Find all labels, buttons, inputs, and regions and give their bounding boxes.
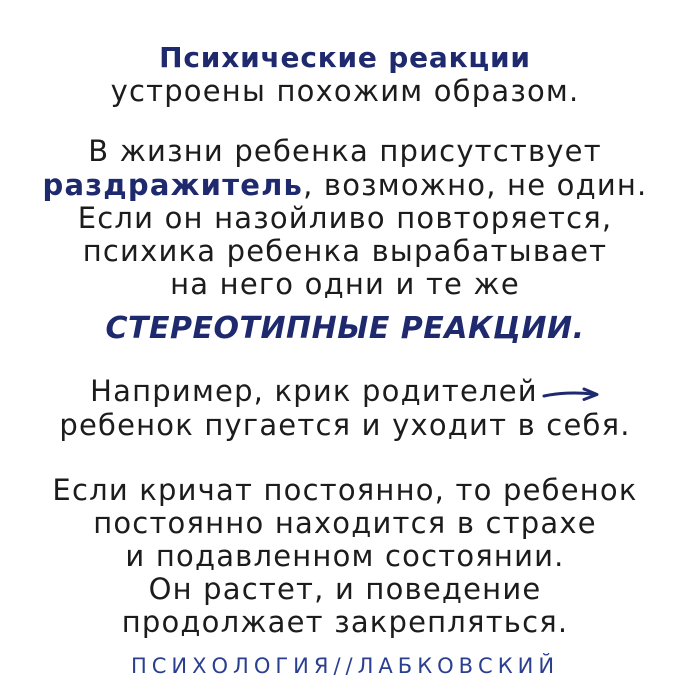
paragraph-line: Если он назойливо повторяется,	[77, 201, 613, 235]
paragraph-line: Если кричат постоянно, то ребенок	[52, 473, 638, 507]
paragraph-line: продолжает закрепляться.	[121, 605, 569, 639]
paragraph-text: , возможно, не один.	[303, 168, 648, 202]
paragraph-line: на него одни и те же	[170, 267, 520, 301]
arrow-right-icon	[542, 376, 600, 410]
paragraph-line: В жизни ребенка присутствует	[88, 134, 602, 168]
paragraph-line: и подавленном состоянии.	[125, 539, 565, 573]
paragraph-line: Он растет, и поведение	[148, 572, 542, 606]
heading-text: Психические реакции	[159, 41, 531, 74]
example-line	[0, 374, 690, 410]
emphasis-line	[0, 311, 690, 346]
example-text: Например, крик родителей	[90, 374, 538, 408]
paragraph-line: постоянно находится в страхе	[93, 506, 597, 540]
brand-footer: ПСИХОЛОГИЯ//ЛАБКОВСКИЙ	[130, 654, 560, 678]
heading	[0, 40, 690, 75]
paragraph-line	[0, 168, 690, 202]
stereotype-reactions-text: СТЕРЕОТИПНЫЕ РЕАКЦИИ.	[105, 311, 585, 346]
heading-subline: устроены похожим образом.	[110, 74, 580, 108]
stimulus-word: раздражитель	[42, 168, 304, 202]
paragraph-line: психика ребенка вырабатывает	[82, 234, 608, 268]
example-line: ребенок пугается и уходит в себя.	[59, 408, 631, 442]
